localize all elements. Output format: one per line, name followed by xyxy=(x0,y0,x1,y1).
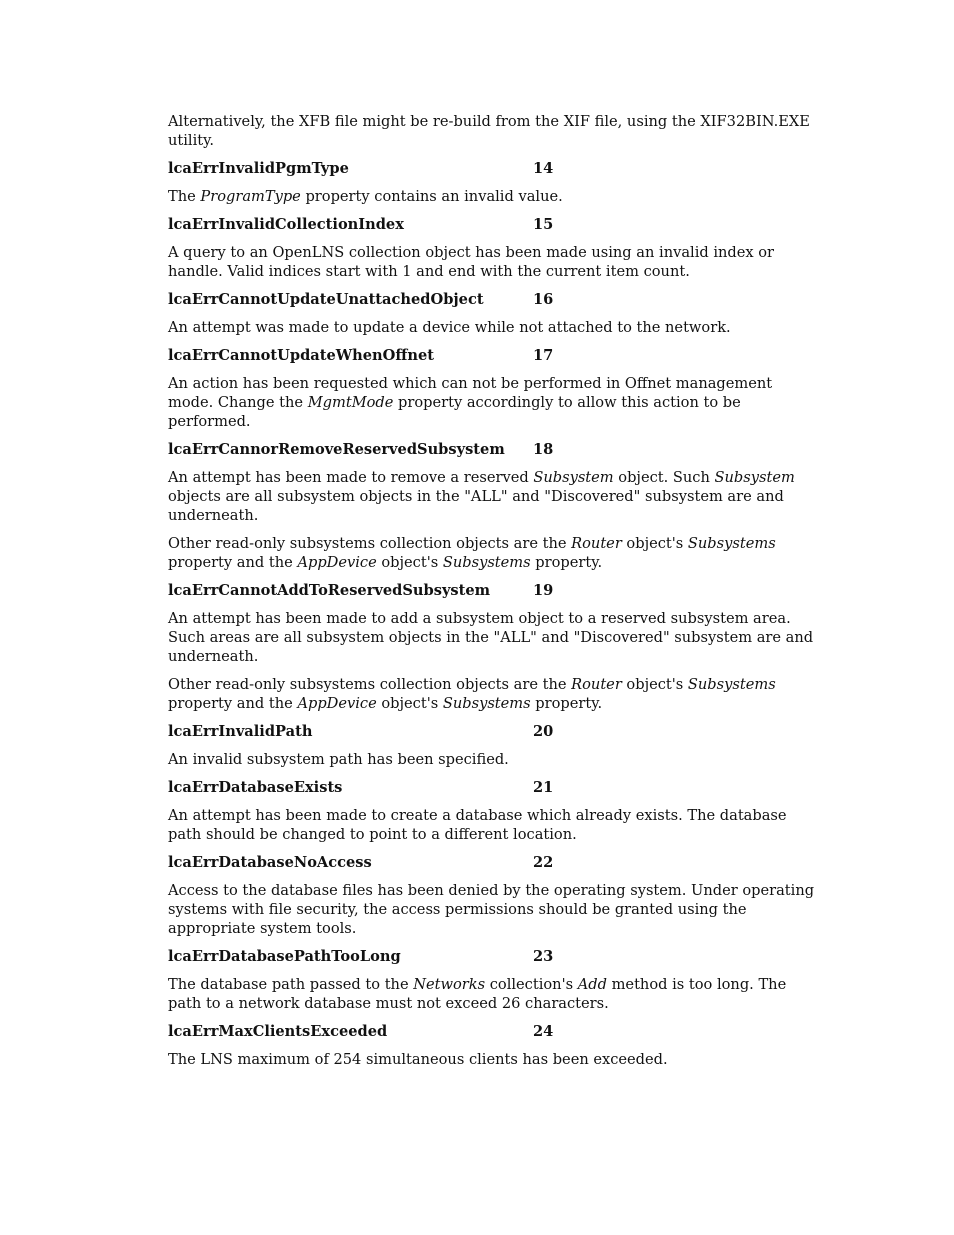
error-constant-name: lcaErrInvalidPgmType xyxy=(168,160,349,177)
error-constant-name: lcaErrCannotAddToReservedSubsystem xyxy=(168,582,491,599)
error-code-number: 22 xyxy=(533,854,554,871)
italic-term: AppDevice xyxy=(297,695,377,712)
description-text: collection's xyxy=(485,976,578,993)
description-text: objects are all subsystem objects in the "ALL" and "Discovered" subsystem are and underneath. xyxy=(168,488,784,524)
description-text: An invalid subsystem path has been specified. xyxy=(168,751,509,768)
error-description xyxy=(168,243,818,281)
error-description xyxy=(168,609,818,666)
error-description xyxy=(168,1050,818,1069)
error-constant-name: lcaErrInvalidPath xyxy=(168,723,313,740)
italic-term: Subsystems xyxy=(442,554,531,571)
italic-term: Router xyxy=(571,535,622,552)
italic-term: AppDevice xyxy=(297,554,377,571)
error-entry-heading xyxy=(168,947,818,966)
error-description xyxy=(168,534,818,572)
description-text: A query to an OpenLNS collection object has been made using an invalid index or handle. Valid indices start with 1 and end with the current item count. xyxy=(168,244,775,280)
description-text: object. Such xyxy=(613,469,715,486)
description-text: object's xyxy=(376,554,443,571)
error-code-number: 14 xyxy=(533,160,554,177)
error-constant-name: lcaErrCannotUpdateUnattachedObject xyxy=(168,291,484,308)
error-constant-name: lcaErrCannorRemoveReservedSubsystem xyxy=(168,441,505,458)
error-entry-heading xyxy=(168,215,818,234)
italic-term: Subsystems xyxy=(687,676,776,693)
error-entry-heading xyxy=(168,290,818,309)
error-entry-heading xyxy=(168,722,818,741)
error-entry-heading xyxy=(168,159,818,178)
error-constant-name: lcaErrInvalidCollectionIndex xyxy=(168,216,404,233)
error-code-number: 18 xyxy=(533,441,554,458)
italic-term: Networks xyxy=(413,976,486,993)
description-text: object's xyxy=(376,695,443,712)
italic-term: Subsystems xyxy=(687,535,776,552)
italic-term: Add xyxy=(577,976,607,993)
description-text: The xyxy=(168,188,201,205)
error-description xyxy=(168,806,818,844)
error-code-number: 21 xyxy=(533,779,554,796)
error-constant-name: lcaErrDatabaseNoAccess xyxy=(168,854,372,871)
error-code-number: 23 xyxy=(533,948,554,965)
error-code-number: 16 xyxy=(533,291,554,308)
error-entry-heading xyxy=(168,778,818,797)
error-entry-heading xyxy=(168,1022,818,1041)
error-description xyxy=(168,750,818,769)
error-constant-name: lcaErrCannotUpdateWhenOffnet xyxy=(168,347,434,364)
description-text: The database path passed to the xyxy=(168,976,414,993)
description-text: property accordingly to allow this action to be performed. xyxy=(168,394,741,430)
description-text: property. xyxy=(530,695,603,712)
italic-term: MgmtMode xyxy=(307,394,394,411)
error-description xyxy=(168,187,818,206)
description-text: Other read-only subsystems collection objects are the xyxy=(168,676,572,693)
error-entry-heading xyxy=(168,853,818,872)
error-description xyxy=(168,468,818,525)
description-text: object's xyxy=(621,676,688,693)
error-code-number: 19 xyxy=(533,582,554,599)
error-description xyxy=(168,881,818,938)
italic-term: Subsystem xyxy=(533,469,614,486)
error-code-number: 15 xyxy=(533,216,554,233)
document-page xyxy=(168,112,818,1078)
description-text: method is too long. The path to a network database must not exceed 26 characters. xyxy=(168,976,787,1012)
error-entry-heading xyxy=(168,440,818,459)
italic-term: Subsystem xyxy=(714,469,795,486)
error-code-list xyxy=(168,159,818,1069)
description-text: An attempt has been made to create a database which already exists. The database path should be changed to point to a different location. xyxy=(168,807,787,843)
error-entry-heading xyxy=(168,346,818,365)
description-text: property. xyxy=(530,554,603,571)
description-text: An attempt has been made to add a subsystem object to a reserved subsystem area. Such areas are all subsystem objects in the "ALL" and "Discovered" subsystem are and underneath. xyxy=(168,610,814,665)
error-constant-name: lcaErrDatabaseExists xyxy=(168,779,343,796)
description-text: Other read-only subsystems collection objects are the xyxy=(168,535,572,552)
error-code-number: 24 xyxy=(533,1023,554,1040)
error-constant-name: lcaErrDatabasePathTooLong xyxy=(168,948,401,965)
error-description xyxy=(168,318,818,337)
error-entry-heading xyxy=(168,581,818,600)
error-description xyxy=(168,975,818,1013)
italic-term: Subsystems xyxy=(442,695,531,712)
description-text: property and the xyxy=(168,695,298,712)
error-code-number: 20 xyxy=(533,723,554,740)
error-description xyxy=(168,675,818,713)
description-text: Access to the database files has been denied by the operating system. Under operating systems with file security, the access permissions should be granted using the appropriate system tools. xyxy=(168,882,815,937)
error-description xyxy=(168,374,818,431)
italic-term: ProgramType xyxy=(200,188,301,205)
intro-paragraph: Alternatively, the XFB file might be re-build from the XIF file, using the XIF32BIN.EXE utility. xyxy=(168,113,810,149)
description-text: The LNS maximum of 254 simultaneous clients has been exceeded. xyxy=(168,1051,668,1068)
error-constant-name: lcaErrMaxClientsExceeded xyxy=(168,1023,388,1040)
description-text: An attempt has been made to remove a reserved xyxy=(168,469,534,486)
description-text: An action has been requested which can not be performed in Offnet management mode. Change the xyxy=(168,375,773,411)
description-text: An attempt was made to update a device while not attached to the network. xyxy=(168,319,731,336)
description-text: object's xyxy=(621,535,688,552)
description-text: property contains an invalid value. xyxy=(300,188,563,205)
error-code-number: 17 xyxy=(533,347,554,364)
italic-term: Router xyxy=(571,676,622,693)
description-text: property and the xyxy=(168,554,298,571)
